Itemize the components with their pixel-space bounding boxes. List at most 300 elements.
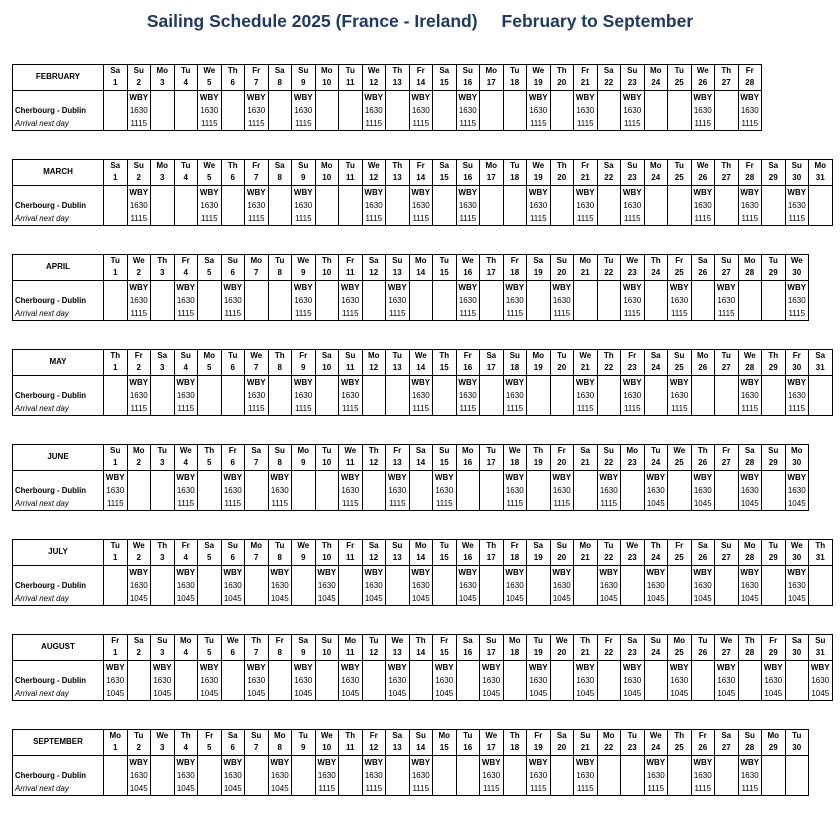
vessel-code: WBY [669, 378, 689, 387]
day-header [338, 159, 363, 186]
weekday-label: We [414, 351, 427, 360]
sailing-cell-active [785, 185, 810, 226]
sailing-cell [291, 565, 316, 606]
arrival-time: 1045 [505, 594, 524, 603]
day-header [103, 634, 128, 661]
date-label: 17 [486, 173, 496, 182]
date-label: 28 [745, 363, 755, 372]
sailing-cell [573, 470, 598, 511]
sailing-cell [644, 280, 669, 321]
arrival-time: 1115 [576, 784, 594, 793]
day-header [432, 64, 457, 91]
departure-time: 1630 [693, 486, 712, 495]
arrival-time: 1045 [576, 689, 595, 698]
sailing-cell [667, 90, 692, 131]
day-header [550, 64, 575, 91]
vessel-code: WBY [223, 568, 243, 577]
departure-time: 1630 [787, 296, 806, 305]
page-title [0, 11, 840, 32]
weekday-label: Tu [463, 731, 473, 740]
sailing-cell-active [456, 280, 481, 321]
arrival-time: 1115 [459, 404, 477, 413]
arrival-time: 1045 [435, 689, 454, 698]
day-header [174, 254, 199, 281]
date-label: 26 [698, 363, 708, 372]
weekday-label: Tu [486, 446, 496, 455]
date-label: 27 [721, 553, 731, 562]
day-header [103, 64, 128, 91]
month-label: SEPTEMBER [12, 729, 104, 756]
departure-time: 1630 [411, 106, 430, 115]
weekday-label: Mo [156, 66, 169, 75]
date-label: 16 [463, 553, 473, 562]
weekday-label: Fr [628, 351, 637, 360]
month-label: JULY [12, 539, 104, 566]
vessel-code: WBY [176, 378, 196, 387]
date-label: 4 [183, 268, 188, 277]
weekday-label: Su [227, 256, 238, 265]
vessel-code: WBY [716, 663, 736, 672]
sailing-cell [667, 185, 692, 226]
date-label: 19 [533, 268, 543, 277]
departure-time: 1630 [223, 771, 242, 780]
date-label: 28 [745, 553, 755, 562]
month-label: MAY [12, 349, 104, 376]
vessel-code: WBY [622, 378, 642, 387]
day-header [432, 159, 457, 186]
date-label: 24 [651, 743, 661, 752]
day-header [479, 64, 504, 91]
day-header [291, 444, 316, 471]
sailing-cell [691, 280, 716, 321]
sailing-cell-active [244, 660, 269, 701]
sailing-cell-active [338, 280, 363, 321]
sailing-cell [761, 755, 786, 796]
weekday-label: Su [674, 351, 685, 360]
day-header [315, 729, 340, 756]
sailing-cell [526, 470, 551, 511]
date-label: 24 [651, 648, 661, 657]
date-label: 10 [322, 458, 332, 467]
sailing-cell [362, 280, 387, 321]
vessel-code: WBY [364, 93, 384, 102]
route-label-cell [12, 470, 104, 511]
day-header [597, 159, 622, 186]
weekday-label: We [649, 731, 662, 740]
weekday-label: Tu [651, 446, 661, 455]
vessel-code: WBY [481, 758, 501, 767]
day-header [315, 634, 340, 661]
sailing-cell [432, 90, 457, 131]
sailing-cell [644, 375, 669, 416]
date-label: 20 [557, 268, 567, 277]
sailing-cell-active [362, 185, 387, 226]
weekday-label: Th [415, 636, 426, 645]
date-label: 2 [136, 173, 141, 182]
sailing-cell [409, 660, 434, 701]
weekday-label: Th [227, 66, 238, 75]
sailing-cell [338, 185, 363, 226]
date-label: 16 [463, 743, 473, 752]
arrival-next-day-label: Arrival next day [15, 689, 69, 698]
vessel-code: WBY [787, 568, 807, 577]
date-label: 17 [486, 458, 496, 467]
weekday-label: Tu [674, 161, 684, 170]
date-label: 12 [369, 648, 379, 657]
arrival-time: 1115 [224, 309, 242, 318]
date-label: 11 [346, 648, 355, 657]
weekday-label: Mo [109, 731, 122, 740]
date-label: 18 [510, 363, 520, 372]
vessel-code: WBY [505, 473, 525, 482]
vessel-code: WBY [810, 663, 830, 672]
sailing-cell-active [291, 375, 316, 416]
date-label: 25 [674, 363, 684, 372]
date-label: 7 [254, 553, 259, 562]
date-label: 22 [604, 553, 614, 562]
sailing-cell-active [315, 565, 340, 606]
day-header [385, 729, 410, 756]
date-label: 25 [674, 268, 684, 277]
date-label: 28 [745, 173, 755, 182]
weekday-label: Sa [603, 161, 614, 170]
weekday-label: Sa [251, 446, 262, 455]
date-label: 18 [510, 268, 520, 277]
day-header [338, 64, 363, 91]
day-header [667, 444, 692, 471]
day-header [127, 634, 152, 661]
sailing-cell-active [409, 565, 434, 606]
date-label: 26 [698, 553, 708, 562]
day-header [338, 634, 363, 661]
weekday-label: Fr [675, 541, 684, 550]
weekday-label: Th [180, 731, 191, 740]
sailing-cell [362, 375, 387, 416]
weekday-label: Th [157, 256, 168, 265]
day-header [503, 159, 528, 186]
arrival-time: 1115 [788, 404, 806, 413]
weekday-label: We [344, 446, 357, 455]
vessel-code: WBY [340, 283, 360, 292]
day-header [221, 159, 246, 186]
day-header [503, 634, 528, 661]
sailing-cell-active [479, 660, 504, 701]
sailing-cell [103, 565, 128, 606]
weekday-label: Th [580, 636, 591, 645]
date-label: 12 [369, 173, 379, 182]
date-label: 4 [183, 363, 188, 372]
sailing-cell-active [738, 185, 763, 226]
weekday-label: Sa [157, 351, 168, 360]
sailing-cell-active [338, 375, 363, 416]
sailing-cell-active [385, 280, 410, 321]
sailing-cell [550, 90, 575, 131]
day-header [174, 634, 199, 661]
day-header [785, 539, 810, 566]
departure-time: 1630 [576, 676, 595, 685]
vessel-code: WBY [199, 663, 219, 672]
sailing-cell [197, 280, 222, 321]
date-label: 2 [136, 363, 141, 372]
sailing-cell [479, 185, 504, 226]
vessel-code: WBY [387, 283, 407, 292]
sailing-cell [620, 755, 645, 796]
date-label: 12 [369, 553, 379, 562]
sailing-cell-active [174, 470, 199, 511]
day-header [714, 444, 739, 471]
date-label: 12 [369, 268, 379, 277]
date-label: 27 [721, 268, 731, 277]
weekday-label: Mo [273, 731, 286, 740]
day-header [268, 539, 293, 566]
weekday-label: Mo [743, 541, 756, 550]
date-label: 14 [416, 363, 426, 372]
date-label: 7 [254, 743, 259, 752]
sailing-cell-active [197, 660, 222, 701]
day-header [573, 349, 598, 376]
sailing-cell-active [197, 185, 222, 226]
weekday-label: We [626, 256, 639, 265]
date-label: 30 [792, 363, 802, 372]
route-label-spacer [13, 376, 103, 389]
day-header [456, 254, 481, 281]
date-label: 8 [277, 743, 282, 752]
day-header [432, 349, 457, 376]
departure-time: 1630 [129, 391, 148, 400]
weekday-label: Th [157, 541, 168, 550]
sailing-cell [315, 280, 340, 321]
departure-time: 1630 [693, 581, 712, 590]
sailing-cell [409, 280, 434, 321]
sailing-cell-active [315, 755, 340, 796]
date-label: 16 [463, 648, 473, 657]
date-label: 17 [486, 648, 496, 657]
sailing-cell [127, 470, 152, 511]
sailing-cell-active [503, 375, 528, 416]
departure-time: 1630 [670, 296, 689, 305]
weekday-label: Su [627, 161, 638, 170]
vessel-code: WBY [317, 568, 337, 577]
arrival-time: 1045 [129, 784, 148, 793]
day-header [385, 539, 410, 566]
day-header [691, 254, 716, 281]
departure-time: 1630 [505, 486, 524, 495]
date-label: 3 [160, 78, 165, 87]
departure-time: 1630 [364, 106, 383, 115]
weekday-label: Fr [510, 541, 519, 550]
weekday-label: Sa [580, 446, 591, 455]
weekday-label: Fr [675, 256, 684, 265]
date-label: 20 [557, 78, 567, 87]
date-label: 4 [183, 743, 188, 752]
departure-time: 1630 [364, 581, 383, 590]
vessel-code: WBY [199, 93, 219, 102]
weekday-label: Sa [650, 351, 661, 360]
departure-time: 1630 [787, 201, 806, 210]
sailing-cell-active [550, 470, 575, 511]
vessel-code: WBY [246, 378, 266, 387]
day-header [174, 444, 199, 471]
weekday-label: Su [392, 541, 403, 550]
day-header [385, 64, 410, 91]
date-label: 6 [230, 743, 235, 752]
route-name: Cherbourg - Dublin [15, 581, 87, 590]
day-header [503, 444, 528, 471]
weekday-label: Mo [696, 351, 709, 360]
weekday-label: Tu [557, 351, 567, 360]
sailing-cell-active [526, 755, 551, 796]
date-label: 15 [439, 648, 449, 657]
arrival-time: 1115 [435, 499, 453, 508]
date-label: 30 [792, 268, 802, 277]
weekday-label: Tu [345, 161, 355, 170]
sailing-cell-active [573, 375, 598, 416]
weekday-label: Su [110, 446, 121, 455]
departure-time: 1630 [388, 296, 407, 305]
sailing-cell [315, 185, 340, 226]
day-header [597, 64, 622, 91]
date-label: 1 [113, 553, 118, 562]
weekday-label: Th [439, 351, 450, 360]
sailing-cell [338, 565, 363, 606]
departure-time: 1630 [200, 676, 219, 685]
vessel-code: WBY [223, 473, 243, 482]
date-label: 6 [230, 648, 235, 657]
departure-time: 1630 [341, 486, 360, 495]
arrival-time: 1115 [600, 499, 618, 508]
sailing-cell-active [503, 470, 528, 511]
departure-time: 1630 [693, 201, 712, 210]
weekday-label: Th [650, 541, 661, 550]
arrival-time: 1115 [670, 309, 688, 318]
departure-time: 1630 [458, 106, 477, 115]
arrival-time: 1045 [693, 594, 712, 603]
weekday-label: Sa [227, 731, 238, 740]
departure-time: 1630 [106, 486, 125, 495]
departure-time: 1630 [176, 581, 195, 590]
date-label: 18 [510, 553, 520, 562]
vessel-code: WBY [693, 93, 713, 102]
month-label: AUGUST [12, 634, 104, 661]
date-label: 26 [698, 173, 708, 182]
arrival-time: 1045 [740, 499, 759, 508]
arrival-time: 1045 [270, 784, 289, 793]
sailing-cell [761, 565, 786, 606]
weekday-label: Tu [768, 541, 778, 550]
day-header [691, 729, 716, 756]
sailing-cell [573, 280, 598, 321]
arrival-time: 1045 [764, 689, 783, 698]
day-header [127, 64, 152, 91]
departure-time: 1630 [717, 676, 736, 685]
weekday-label: Tu [439, 256, 449, 265]
weekday-label: Tu [721, 351, 731, 360]
weekday-label: Su [815, 636, 826, 645]
vessel-code: WBY [270, 758, 290, 767]
day-header [550, 634, 575, 661]
date-label: 26 [698, 78, 708, 87]
day-header [550, 729, 575, 756]
date-label: 3 [160, 458, 165, 467]
arrival-time: 1045 [176, 594, 195, 603]
weekday-label: Fr [416, 66, 425, 75]
arrival-time: 1045 [458, 594, 477, 603]
vessel-code: WBY [528, 93, 548, 102]
arrival-time: 1115 [459, 119, 477, 128]
sailing-cell-active [291, 660, 316, 701]
arrival-time: 1115 [388, 309, 406, 318]
weekday-label: Tu [698, 636, 708, 645]
date-label: 31 [815, 173, 825, 182]
weekday-label: Su [462, 161, 473, 170]
vessel-code: WBY [552, 568, 572, 577]
day-header [550, 254, 575, 281]
arrival-time: 1115 [741, 404, 759, 413]
arrival-next-day-label: Arrival next day [15, 499, 69, 508]
sailing-cell [761, 280, 786, 321]
weekday-label: Mo [156, 161, 169, 170]
sailing-cell [103, 755, 128, 796]
day-header [738, 254, 763, 281]
weekday-label: Fr [440, 636, 449, 645]
date-label: 9 [301, 743, 306, 752]
sailing-cell [503, 755, 528, 796]
vessel-code: WBY [152, 663, 172, 672]
day-header [761, 539, 786, 566]
departure-time: 1630 [270, 771, 289, 780]
day-header [432, 729, 457, 756]
sailing-cell [150, 565, 175, 606]
sailing-cell-active [221, 565, 246, 606]
weekday-label: Mo [344, 636, 357, 645]
day-header [573, 444, 598, 471]
day-header [644, 254, 669, 281]
day-header [103, 729, 128, 756]
weekday-label: Su [627, 66, 638, 75]
departure-time: 1630 [388, 676, 407, 685]
date-label: 20 [557, 553, 567, 562]
departure-time: 1630 [740, 106, 759, 115]
arrival-time: 1115 [341, 404, 359, 413]
sailing-cell-active [644, 470, 669, 511]
departure-time: 1630 [294, 106, 313, 115]
weekday-label: Mo [602, 731, 615, 740]
weekday-label: Tu [768, 256, 778, 265]
sailing-cell [503, 90, 528, 131]
departure-time: 1630 [740, 771, 759, 780]
route-label-cell [12, 375, 104, 416]
arrival-time: 1115 [788, 214, 806, 223]
date-label: 20 [557, 173, 567, 182]
weekday-label: Th [768, 351, 779, 360]
day-header [150, 729, 175, 756]
date-label: 29 [768, 553, 778, 562]
day-header [526, 634, 551, 661]
date-label: 21 [580, 553, 590, 562]
weekday-label: Mo [790, 446, 803, 455]
arrival-time: 1045 [693, 499, 712, 508]
day-header [597, 539, 622, 566]
arrival-time: 1045 [317, 594, 336, 603]
day-header [667, 64, 692, 91]
weekday-label: Mo [320, 161, 333, 170]
arrival-time: 1115 [130, 119, 148, 128]
weekday-label: Th [368, 446, 379, 455]
sailing-cell-active [432, 660, 457, 701]
route-label-spacer [13, 661, 103, 674]
sailing-cell [338, 755, 363, 796]
weekday-label: Sa [791, 636, 802, 645]
